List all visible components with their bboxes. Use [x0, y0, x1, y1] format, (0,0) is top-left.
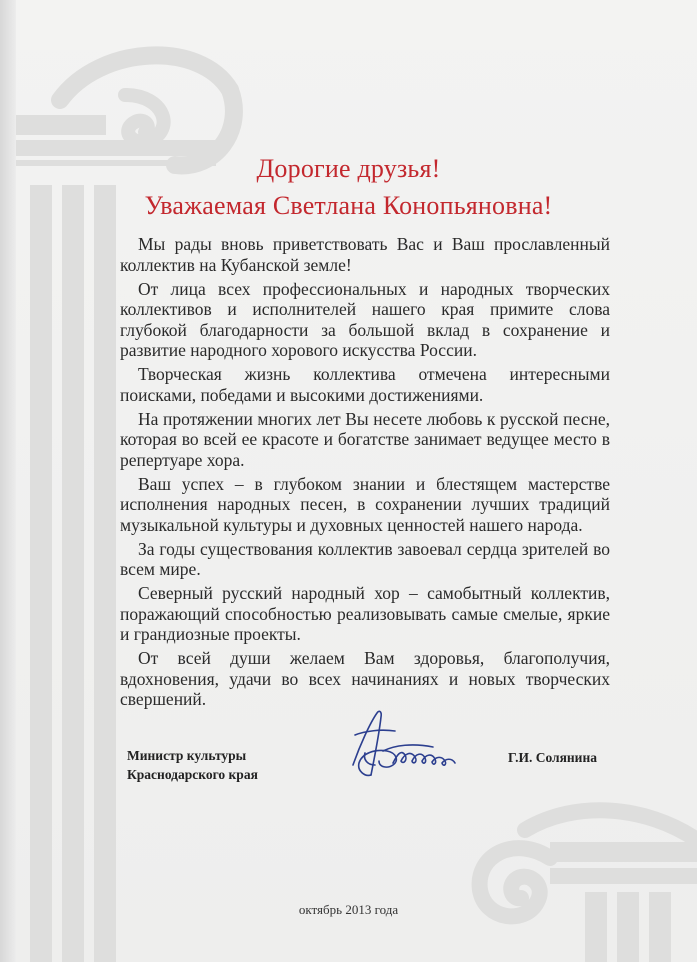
- paragraph: За годы существования коллектив завоевал сердца зрителей во всем мире.: [120, 538, 610, 579]
- signatory-position: [127, 746, 307, 784]
- position-line: Министр культуры: [127, 748, 247, 763]
- signatory-name: Г.И. Солянина: [508, 750, 597, 765]
- greeting-title: Дорогие друзья!: [256, 154, 441, 183]
- paragraph: От лица всех профессиональных и народных творческих коллективов и исполнителей нашего края примите слова глубокой благодарности за большой вклад в сохранение и развитие народного хорового искусства России.: [120, 278, 610, 360]
- paragraph: На протяжении многих лет Вы несете любовь к русской песне, которая во всей ее красоте и богатстве занимает ведущее место в репертуаре хора.: [120, 408, 610, 470]
- paragraph: Мы рады вновь приветствовать Вас и Ваш прославленный коллектив на Кубанской земле!: [120, 234, 610, 275]
- paragraph: От всей души желаем Вам здоровья, благополучия, вдохновения, удачи во всех начинаниях и новых творческих свершений.: [120, 648, 610, 709]
- handwritten-signature: [335, 705, 485, 785]
- position-line: Краснодарского края: [127, 767, 258, 782]
- letter-body: [120, 234, 610, 713]
- ionic-capital-decoration: [455, 780, 697, 962]
- paragraph: Северный русский народный хор – самобытный коллектив, поражающий способностью реализовывать самые смелые, яркие и грандиозные проекты.: [120, 583, 610, 644]
- paragraph: Ваш успех – в глубоком знании и блестящем мастерстве исполнения народных песен, в сохранении лучших традиций музыкальной культуры и духовных ценностей нашего народа.: [120, 473, 610, 535]
- paragraph: Творческая жизнь коллектива отмечена интересными поисками, победами и высокими достижениями.: [120, 364, 610, 405]
- addressee-title: Уважаемая Светлана Конопьяновна!: [144, 191, 553, 220]
- letter-date: октябрь 2013 года: [298, 902, 399, 917]
